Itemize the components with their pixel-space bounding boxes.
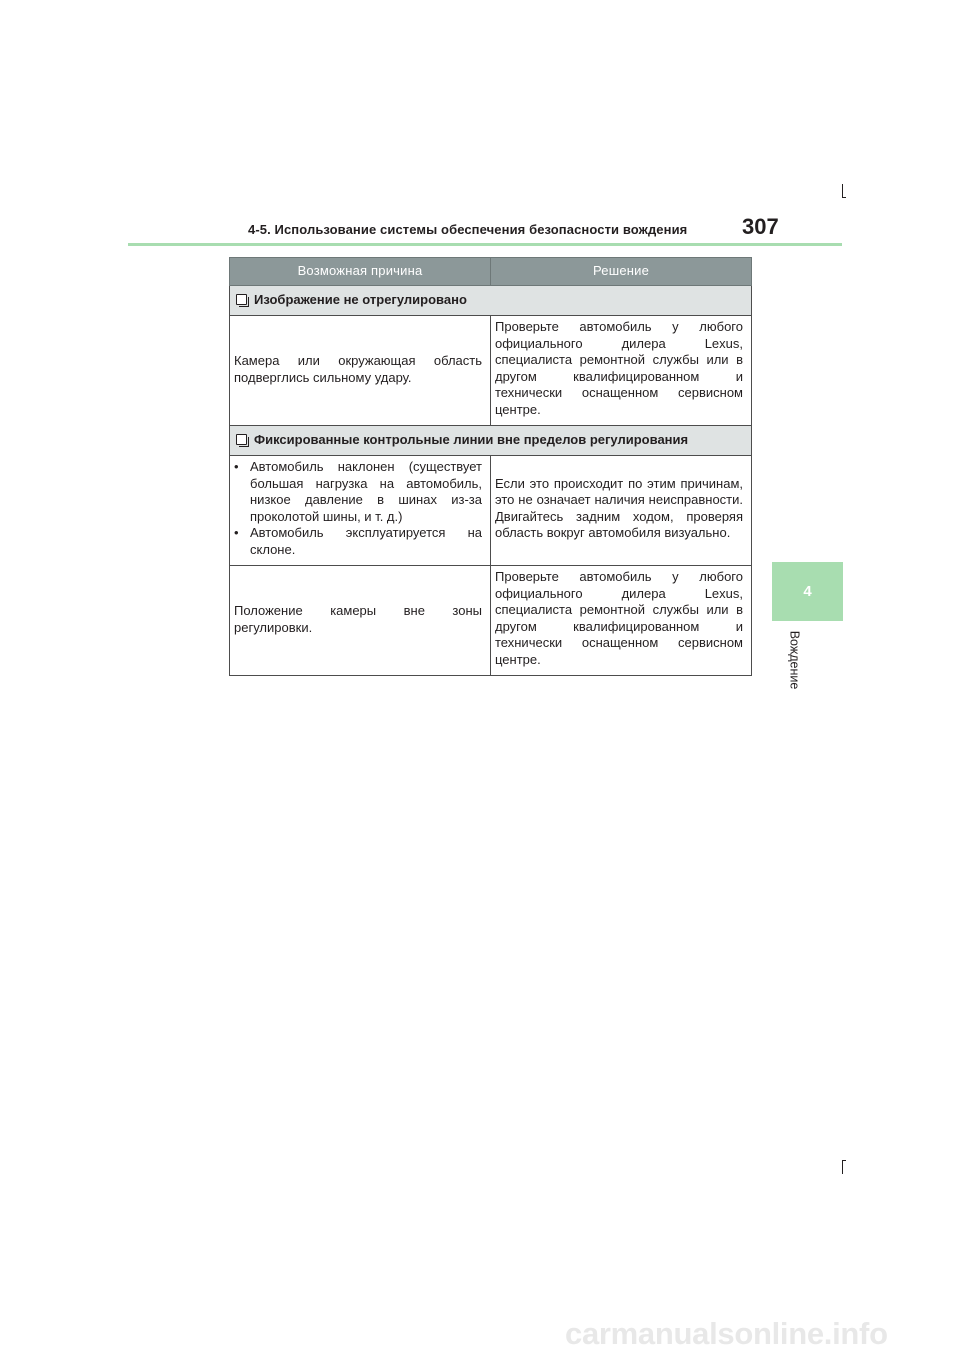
cause-cell: [230, 456, 491, 566]
checkbox-square-icon: [236, 434, 247, 445]
table-row: [230, 566, 752, 676]
table-row: [230, 456, 752, 566]
section-heading: [230, 286, 752, 316]
crop-mark-top-right-foot: [842, 197, 846, 198]
section-title-text: Изображение не отрегулировано: [254, 292, 467, 308]
section-row: [230, 286, 752, 316]
chapter-number: 4: [803, 583, 812, 600]
chapter-tab: [772, 562, 843, 621]
section-title: 4-5. Использование системы обеспечения безопасности вождения: [248, 222, 688, 237]
solution-cell: Проверьте автомобиль у любого официального дилера Lexus, специалиста ремонтной службы или в другом квалифицированном и технически оснащенном сервисном центре.: [491, 316, 752, 426]
chapter-label: [774, 620, 814, 700]
table-row: [230, 316, 752, 426]
table-header-row: [230, 258, 752, 286]
list-item: • Автомобиль эксплуатируется на склоне.: [234, 525, 482, 558]
crop-mark-bottom-right: [842, 1160, 843, 1174]
section-title-text: Фиксированные контрольные линии вне пределов регулирования: [254, 432, 689, 448]
solution-cell: Если это происходит по этим причинам, это не означает наличия неисправности. Двигайтесь задним ходом, проверяя область вокруг автомобиля визуально.: [491, 456, 752, 566]
column-header-solution: Решение: [491, 258, 752, 286]
section-heading: [230, 426, 752, 456]
chapter-label-text: Вождение: [787, 630, 801, 690]
page-number: 307: [742, 214, 779, 239]
cause-cell: Положение камеры вне зоны регулировки.: [230, 566, 491, 676]
cause-list: [234, 459, 482, 558]
header-rule: [128, 243, 842, 246]
checkbox-square-icon: [236, 294, 247, 305]
crop-mark-bottom-right-foot: [842, 1160, 846, 1161]
column-header-cause: Возможная причина: [230, 258, 491, 286]
troubleshooting-table: [229, 257, 752, 676]
solution-cell: Проверьте автомобиль у любого официального дилера Lexus, специалиста ремонтной службы или в другом квалифицированном и технически оснащенном сервисном центре.: [491, 566, 752, 676]
cause-cell: Камера или окружающая область подверглись сильному удару.: [230, 316, 491, 426]
watermark: carmanualsonline.info: [565, 1316, 888, 1351]
section-row: [230, 426, 752, 456]
crop-mark-top-right: [842, 184, 843, 198]
list-item: • Автомобиль наклонен (существует большая нагрузка на автомобиль, низкое давление в шинах из-за проколотой шины, и т. д.): [234, 459, 482, 525]
